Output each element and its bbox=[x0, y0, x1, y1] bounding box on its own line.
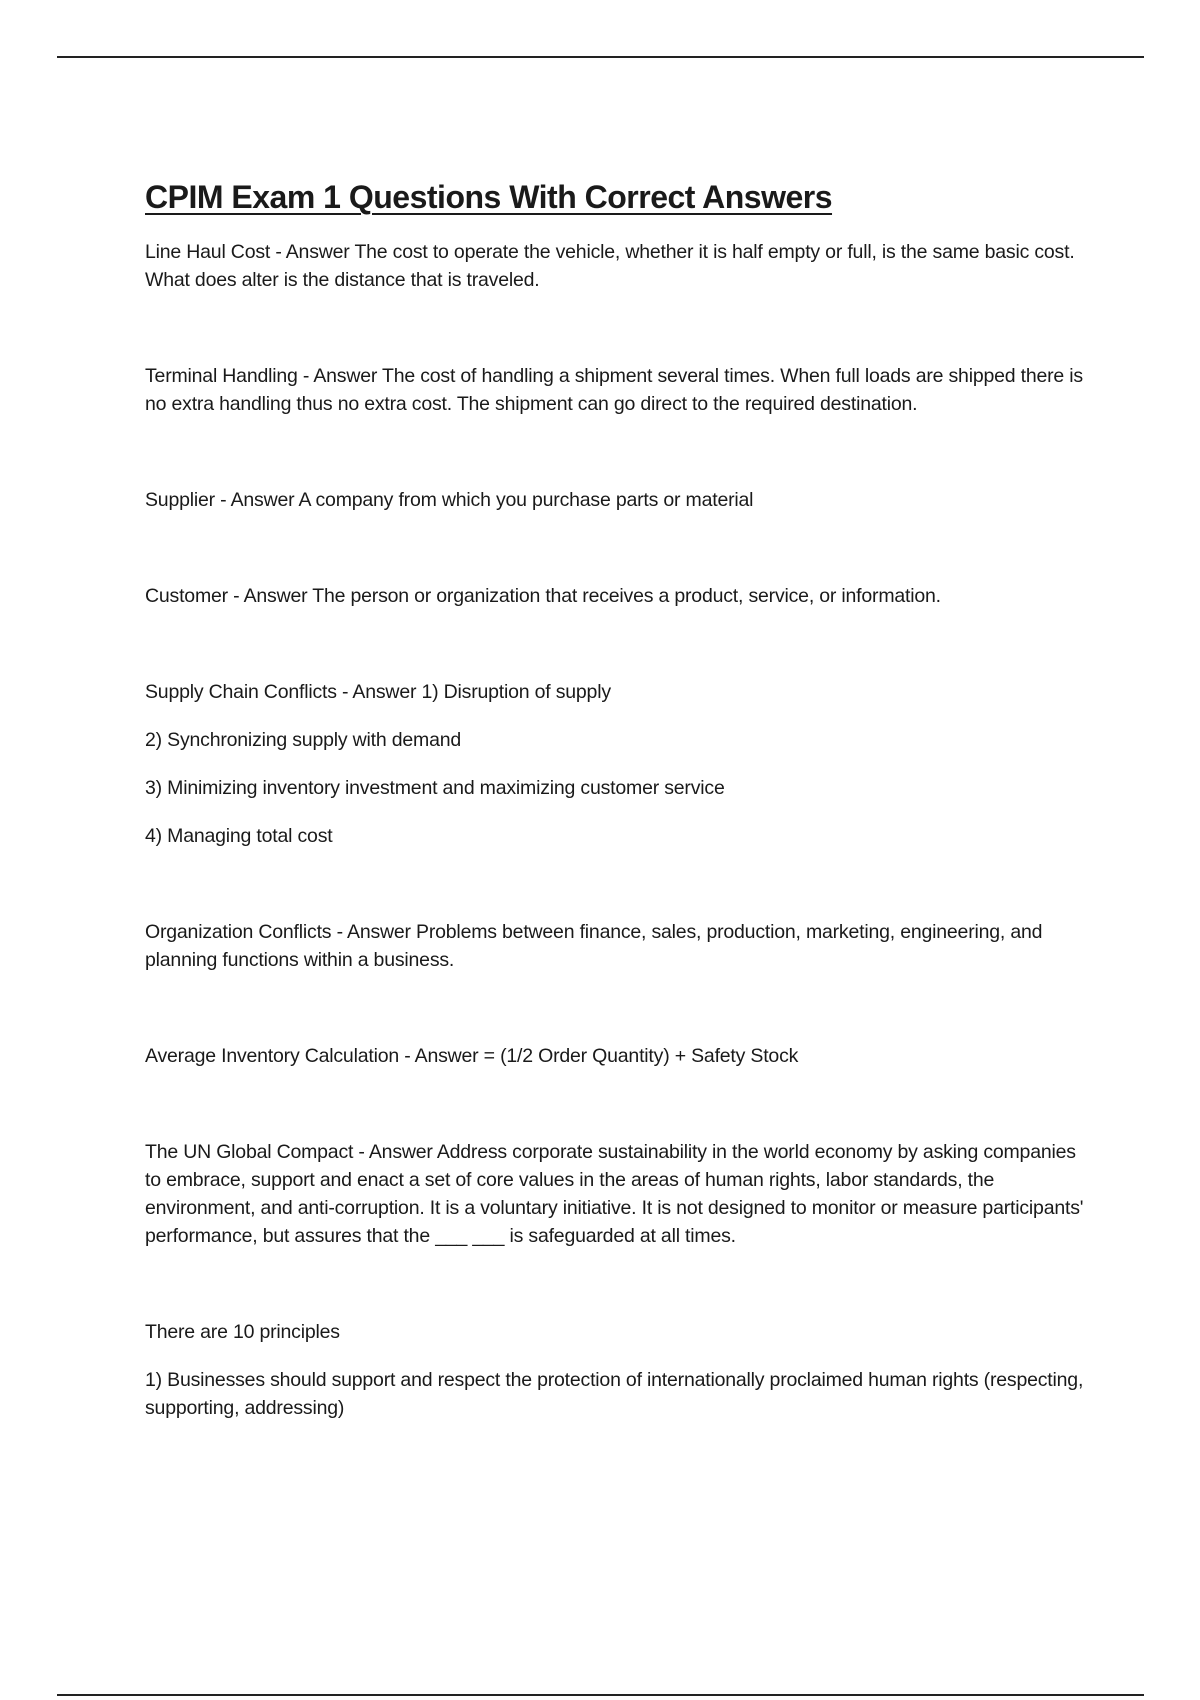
entry-average-inventory-calculation: Average Inventory Calculation - Answer = (1/2 Order Quantity) + Safety Stock bbox=[145, 1045, 799, 1068]
supply-chain-conflict-item-3: 3) Minimizing inventory investment and maximizing customer service bbox=[145, 777, 725, 800]
entry-customer: Customer - Answer The person or organization that receives a product, service, or information. bbox=[145, 585, 941, 608]
entry-ten-principles: There are 10 principles bbox=[145, 1321, 340, 1344]
supply-chain-conflict-item-4: 4) Managing total cost bbox=[145, 825, 333, 848]
entry-terminal-handling: Terminal Handling - Answer The cost of handling a shipment several times. When full loads are shipped there is no extra handling thus no extra cost. The shipment can go direct to the required destination. bbox=[145, 365, 1083, 416]
entry-organization-conflicts: Organization Conflicts - Answer Problems between finance, sales, production, marketing, engineering, and planning functions within a business. bbox=[145, 921, 1043, 972]
document-body bbox=[145, 178, 1090, 1422]
principle-item-1: 1) Businesses should support and respect the protection of internationally proclaimed human rights (respecting, supporting, addressing) bbox=[145, 1369, 1084, 1420]
entry-un-global-compact: The UN Global Compact - Answer Address corporate sustainability in the world economy by asking companies to embrace, support and enact a set of core values in the areas of human rights, labor standards, the environment, and anti-corruption. It is a voluntary initiative. It is not designed to monitor or measure participants' performance, but assures that the ___ ___ is safeguarded at all times. bbox=[145, 1141, 1084, 1248]
supply-chain-conflict-item-2: 2) Synchronizing supply with demand bbox=[145, 729, 462, 752]
header-rule bbox=[57, 56, 1144, 58]
entry-supplier: Supplier - Answer A company from which you purchase parts or material bbox=[145, 489, 754, 512]
footer-rule bbox=[57, 1694, 1144, 1696]
entry-supply-chain-conflicts: Supply Chain Conflicts - Answer 1) Disruption of supply bbox=[145, 681, 611, 704]
entry-line-haul-cost: Line Haul Cost - Answer The cost to operate the vehicle, whether it is half empty or full, is the same basic cost. What does alter is the distance that is traveled. bbox=[145, 241, 1075, 292]
document-title: CPIM Exam 1 Questions With Correct Answers bbox=[145, 179, 833, 215]
